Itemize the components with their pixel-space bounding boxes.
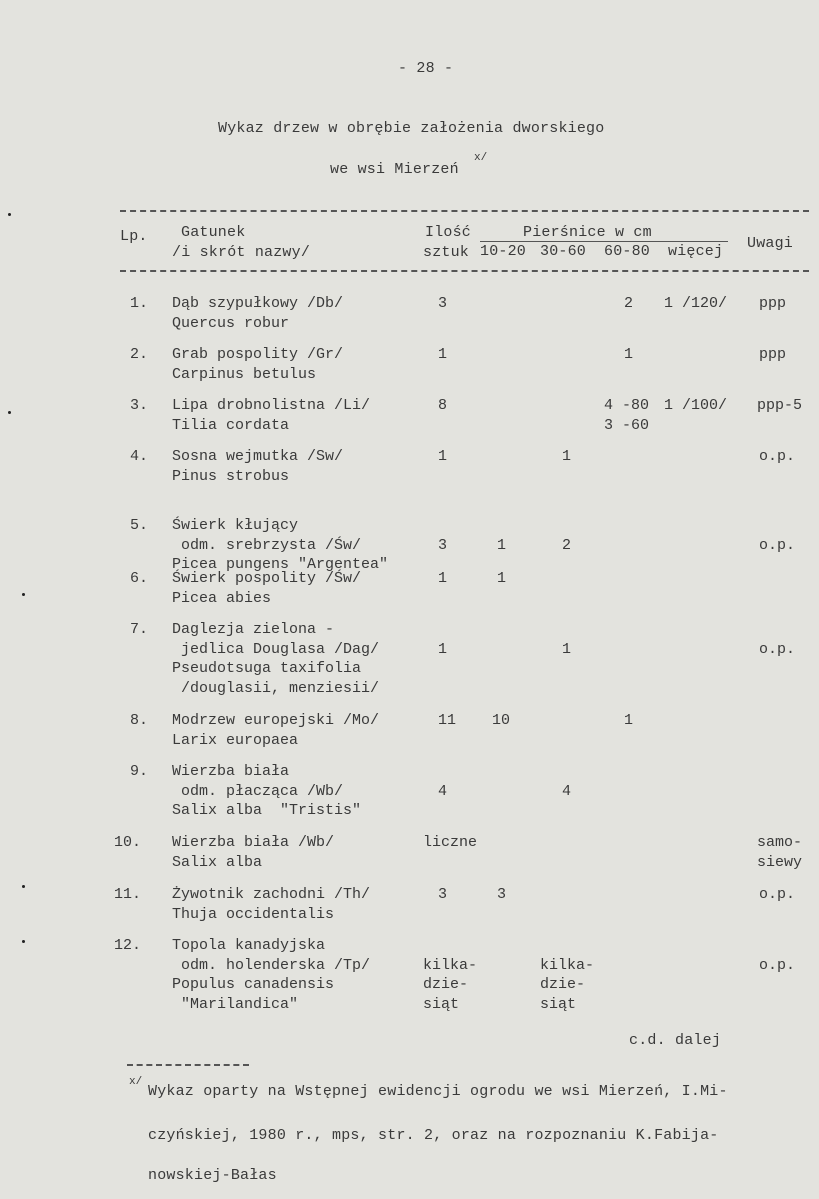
margin-dot [22,885,25,888]
row-quantity: liczne [423,834,478,851]
row-dbh-30-60: kilka- dzie- siąt [540,956,595,1013]
row-dbh-30-60: 1 [562,640,572,658]
row-dbh-60-80: 1 [624,712,634,729]
header-range-60-80: 60-80 [604,243,651,260]
row-species-line: Lipa drobnolistna /Li/ [172,397,371,414]
footnote-line-1: Wykaz oparty na Wstępnej ewidencji ogrodu we wsi Mierzeń, I.Mi- [148,1083,728,1100]
row-dbh-30-60: 4 [562,782,572,800]
row-species-line: Wierzba biała [172,763,290,780]
row-dbh-10-20: 3 [497,886,507,903]
margin-dot [8,411,11,414]
row-quantity: 3 [438,295,448,312]
header-ilosc-sub: sztuk [423,244,470,261]
header-gatunek: Gatunek [181,224,246,241]
table-top-rule [120,210,809,212]
row-species-line: Dąb szypułkowy /Db/ [172,295,344,312]
row-species-line: Populus canadensis [172,976,335,993]
row-lp: 5. [130,517,149,534]
row-species-line: "Marilandica" [172,995,299,1013]
row-lp: 2. [130,346,149,363]
row-species-line: Picea abies [172,589,272,607]
header-piersnice: Pierśnice w cm [523,224,652,241]
row-species-line: odm. srebrzysta /Św/ [172,536,362,554]
row-quantity: 1 [438,640,448,658]
row-remarks: o.p. [759,536,796,554]
row-quantity: 1 [438,346,448,363]
row-remarks: o.p. [759,886,796,903]
row-quantity: 3 [438,536,448,554]
header-ilosc: Ilość [425,224,472,241]
row-dbh-30-60: 2 [562,536,572,554]
row-lp: 4. [130,448,149,465]
row-dbh-60-80: 4 -80 3 -60 [604,397,650,434]
row-quantity: 3 [438,886,448,903]
row-species-line: Żywotnik zachodni /Th/ [172,886,371,903]
row-species-line: Larix europaea [172,731,299,749]
row-dbh-60-80: 1 [624,346,634,363]
row-quantity: 4 [438,782,448,800]
header-piersnice-underline [480,241,728,242]
row-species-line: Carpinus betulus [172,365,317,383]
row-species-line: Sosna wejmutka /Sw/ [172,448,344,465]
margin-dot [22,940,25,943]
row-lp: 12. [114,937,142,954]
row-remarks: siewy [757,853,803,871]
row-dbh-more: 1 /100/ [664,397,728,414]
row-species-line: Pseudotsuga taxifolia [172,660,362,677]
row-species-line: Tilia cordata [172,416,290,434]
header-lp: Lp. [120,228,148,245]
row-species-line: Daglezja zielona - [172,621,335,638]
row-dbh-10-20: 1 [497,570,507,587]
row-species-line: Pinus strobus [172,467,290,485]
title-footnote-mark: x/ [474,152,488,164]
row-remarks: samo- [757,834,803,851]
row-lp: 10. [114,834,142,851]
document-title: Wykaz drzew w obrębie założenia dworskiego [218,120,605,137]
row-dbh-30-60: 1 [562,448,572,465]
row-lp: 3. [130,397,149,414]
footnote-separator [127,1064,249,1066]
row-lp: 8. [130,712,149,729]
row-lp: 1. [130,295,149,312]
row-species-line: Picea pungens "Argentea" [172,556,389,573]
header-uwagi: Uwagi [747,235,794,252]
row-quantity: 11 [438,712,457,729]
header-range-more: więcej [668,243,724,260]
row-species-line: Wierzba biała /Wb/ [172,834,335,851]
row-species-line: odm. holenderska /Tp/ [172,956,371,974]
row-remarks: o.p. [759,448,796,465]
row-remarks: ppp [759,346,787,363]
row-dbh-60-80: 2 [624,295,634,312]
row-species-line: Salix alba "Tristis" [172,802,362,819]
row-dbh-10-20: 10 [492,712,511,729]
row-species-line: Grab pospolity /Gr/ [172,346,344,363]
header-range-30-60: 30-60 [540,243,587,260]
continued-note: c.d. dalej [629,1032,722,1049]
document-subtitle: we wsi Mierzeń [330,161,459,178]
row-quantity: kilka- dzie- siąt [423,956,478,1013]
row-species-line: Świerk pospolity /Św/ [172,570,362,587]
margin-dot [22,593,25,596]
row-remarks: ppp-5 [757,397,803,414]
footnote-line-3: nowskiej-Bałas [148,1167,277,1184]
footnote-line-2: czyńskiej, 1980 r., mps, str. 2, oraz na rozpoznaniu K.Fabija- [148,1127,719,1144]
row-dbh-more: 1 /120/ [664,295,728,312]
row-species-line: odm. płacząca /Wb/ [172,782,344,800]
row-species-line: Salix alba [172,853,263,871]
header-gatunek-sub: /i skrót nazwy/ [172,244,311,261]
row-lp: 7. [130,621,149,638]
row-dbh-10-20: 1 [497,536,507,554]
row-species-line: Quercus robur [172,314,290,332]
page-number: - 28 - [398,60,454,77]
row-species-line: Topola kanadyjska [172,937,326,954]
row-quantity: 8 [438,397,448,414]
row-species-line: Modrzew europejski /Mo/ [172,712,380,729]
header-range-10-20: 10-20 [480,243,527,260]
row-species-line: jedlica Douglasa /Dag/ [172,640,380,658]
row-remarks: o.p. [759,956,796,974]
row-remarks: ppp [759,295,787,312]
row-quantity: 1 [438,570,448,587]
row-species-line: /douglasii, menziesii/ [172,679,380,697]
row-lp: 6. [130,570,149,587]
footnote-mark: x/ [129,1076,143,1088]
row-remarks: o.p. [759,640,796,658]
row-lp: 11. [114,886,142,903]
row-lp: 9. [130,763,149,780]
row-species-line: Świerk kłujący [172,517,299,534]
margin-dot [8,213,11,216]
table-header-rule [120,270,809,272]
row-quantity: 1 [438,448,448,465]
row-species-line: Thuja occidentalis [172,905,335,923]
